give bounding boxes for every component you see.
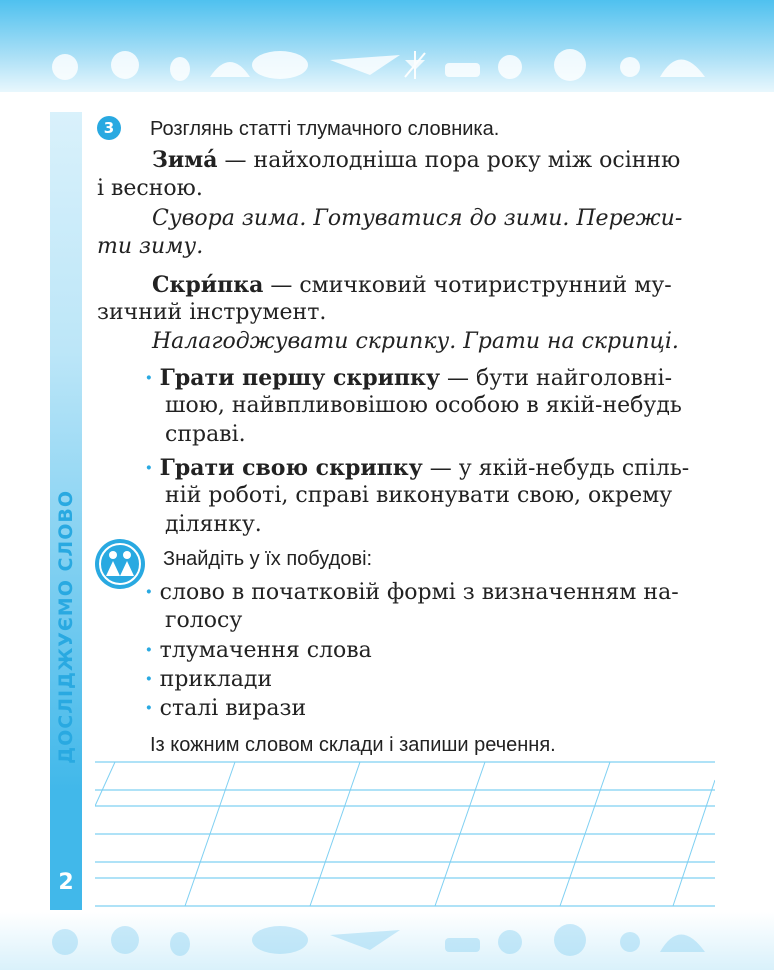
phrase-2-cont: ній роботі, справі виконувати свою, окрему xyxy=(165,483,673,508)
pair-item: · тлумачення слова xyxy=(145,637,372,663)
entry-skrypka-example: Налагоджувати скрипку. Грати на скрипці. xyxy=(152,329,679,354)
page-number: 2 xyxy=(58,870,74,895)
phrase-2-end: ділянку. xyxy=(165,512,262,537)
entry-skrypka-definition: зичний інструмент. xyxy=(97,300,327,325)
phrase-1-end: справі. xyxy=(165,422,246,447)
pair-item: · сталі вирази xyxy=(145,695,307,721)
phrase-1-cont: шою, найвпливовішою особою в якій-небудь xyxy=(165,393,682,418)
pair-task-instruction: Знайдіть у їх побудові: xyxy=(163,548,373,570)
decorative-ornament-strip xyxy=(40,45,740,85)
entry-zyma-example-cont: ти зиму. xyxy=(97,234,204,259)
phrase-2: · Грати свою скрипку — у якій-небудь спіль- xyxy=(145,455,690,481)
task-number-badge: 3 xyxy=(97,116,121,140)
entry-zyma-headline: Зима́ — найхолодніша пора року між осінню xyxy=(152,147,681,173)
entry-zyma-example: Сувора зима. Готуватися до зими. Пережи- xyxy=(152,206,683,231)
entry-skrypka-headline: Скри́пка — смичковий чотириструнний му- xyxy=(152,272,672,298)
phrase-1: · Грати першу скрипку — бути найголовні- xyxy=(145,365,673,391)
pair-item-cont: голосу xyxy=(165,608,243,633)
pair-item: · приклади xyxy=(145,666,273,692)
task-instruction: Розглянь статті тлумачного словника. xyxy=(150,118,500,140)
pair-item: · слово в початковій формі з визначенням на- xyxy=(145,579,679,605)
decorative-ornament-strip-footer xyxy=(40,920,740,960)
section-title: ДОСЛІДЖУЄМО СЛОВО xyxy=(55,490,77,764)
write-task-instruction: Із кожним словом склади і запиши речення. xyxy=(150,734,556,756)
entry-zyma-definition: і весною. xyxy=(97,176,203,201)
pair-work-icon xyxy=(94,538,146,590)
writing-lines[interactable] xyxy=(95,760,715,910)
